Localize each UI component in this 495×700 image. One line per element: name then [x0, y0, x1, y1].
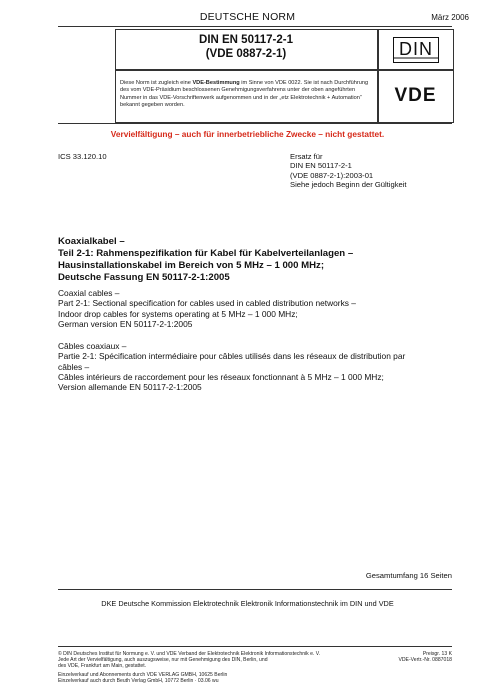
committee-line: DKE Deutsche Kommission Elektrotechnik Elektronik Informationstechnik im DIN und VDE: [101, 599, 394, 608]
committee-rule-top: [58, 589, 452, 590]
footer-rule: [58, 646, 452, 647]
title-french-line: Version allemande EN 50117-2-1:2005: [58, 382, 202, 393]
title-german-line: Hausinstallationskabel im Bereich von 5 MHz – 1 000 MHz;: [58, 260, 325, 271]
title-french-line: câbles –: [58, 361, 90, 372]
sales-info: [58, 672, 358, 684]
vde-notice-text-end: im Sinne von VDE 0022. Sie ist nach Durchführung des vom VDE-Präsidium beschlossenen Genehmigungsverfahrens unter der oben angeführten Nummer in das VDE-Vorschriftenwerk aufgenommen und in der „etz Elektrotechnik + Automation“ bekannt gegeben worden.: [120, 80, 369, 109]
copyright-line: des VDE, Frankfurt am Main, gestattet.: [58, 663, 147, 670]
notice-rule: [58, 123, 452, 124]
vde-notice-bold: VDE-Bestimmung: [192, 80, 240, 86]
title-german-line: Koaxialkabel –: [58, 236, 125, 247]
title-french-line: Câbles coaxiaux –: [58, 341, 127, 351]
standard-number: DIN EN 50117-2-1: [199, 34, 293, 46]
document-type-heading: DEUTSCHE NORM: [199, 11, 296, 23]
vde-notice-text-start: Diese Norm ist zugleich eine: [120, 80, 193, 86]
replaces-line: (VDE 0887-2-1):2003-01: [290, 170, 374, 180]
title-english-line: Part 2-1: Sectional specification for cables used in cabled distribution networks –: [58, 298, 356, 309]
copyright-line: Jede Art der Vervielfältigung, auch auszugsweise, nur mit Genehmigung des DIN, Berlin, und: [58, 657, 268, 664]
issue-date: März 2006: [431, 13, 469, 22]
din-logo-box: [377, 29, 454, 71]
title-english-line: Coaxial cables –: [58, 288, 120, 298]
vde-logo-box: [377, 69, 454, 123]
title-french-line: Partie 2-1: Spécification intermédiaire pour câbles utilisés dans les réseaux de distribution par: [58, 351, 406, 362]
copyright-line: © DIN Deutsches Institut für Normung e. V. und VDE Verband der Elektrotechnik Elektronik Informationstechnik e. V.: [58, 651, 321, 657]
title-german-line: Deutsche Fassung EN 50117-2-1:2005: [58, 272, 230, 283]
replaces-line: DIN EN 50117-2-1: [290, 161, 352, 171]
ics-code: ICS 33.120.10: [58, 152, 107, 161]
vde-notice-text: [120, 80, 374, 110]
din-logo: [393, 37, 439, 63]
title-german: [58, 236, 458, 284]
sales-line: Einzelverkauf und Abonnements durch VDE VERLAG GMBH, 10625 Berlin: [58, 672, 228, 678]
sales-line: Einzelverkauf auch durch Beuth Verlag GmbH, 10772 Berlin · 03.06 wu: [58, 678, 219, 685]
price-info: [398, 651, 452, 663]
title-german-line: Teil 2-1: Rahmenspezifikation für Kabel für Kabelverteilanlagen –: [58, 248, 354, 259]
replaces-line: Siehe jedoch Beginn der Gültigkeit: [290, 180, 407, 190]
replaces-block: [290, 152, 407, 190]
title-english-line: German version EN 50117-2-1:2005: [58, 318, 193, 329]
reproduction-notice: Vervielfältigung – auch für innerbetriebliche Zwecke – nicht gestattet.: [110, 129, 385, 139]
replaces-line: Ersatz für: [290, 152, 323, 161]
title-english: [58, 288, 458, 329]
header-rule: [58, 26, 452, 27]
title-english-line: Indoor drop cables for systems operating at 5 MHz – 1 000 MHz;: [58, 308, 298, 319]
din-logo-text: DIN: [398, 39, 433, 59]
total-pages: Gesamtumfang 16 Seiten: [365, 571, 452, 580]
copyright-notice: [58, 651, 408, 670]
vde-order-number: VDE-Vertr.-Nr. 0887018: [398, 657, 452, 664]
price-group: Preisgr. 13 K: [422, 651, 452, 657]
vde-classification-number: (VDE 0887-2-1): [205, 48, 287, 60]
title-french: [58, 341, 458, 392]
vde-logo: VDE: [394, 85, 437, 106]
title-french-line: Câbles intérieurs de raccordement pour les réseaux fonctionnant à 5 MHz – 1 000 MHz;: [58, 371, 384, 382]
